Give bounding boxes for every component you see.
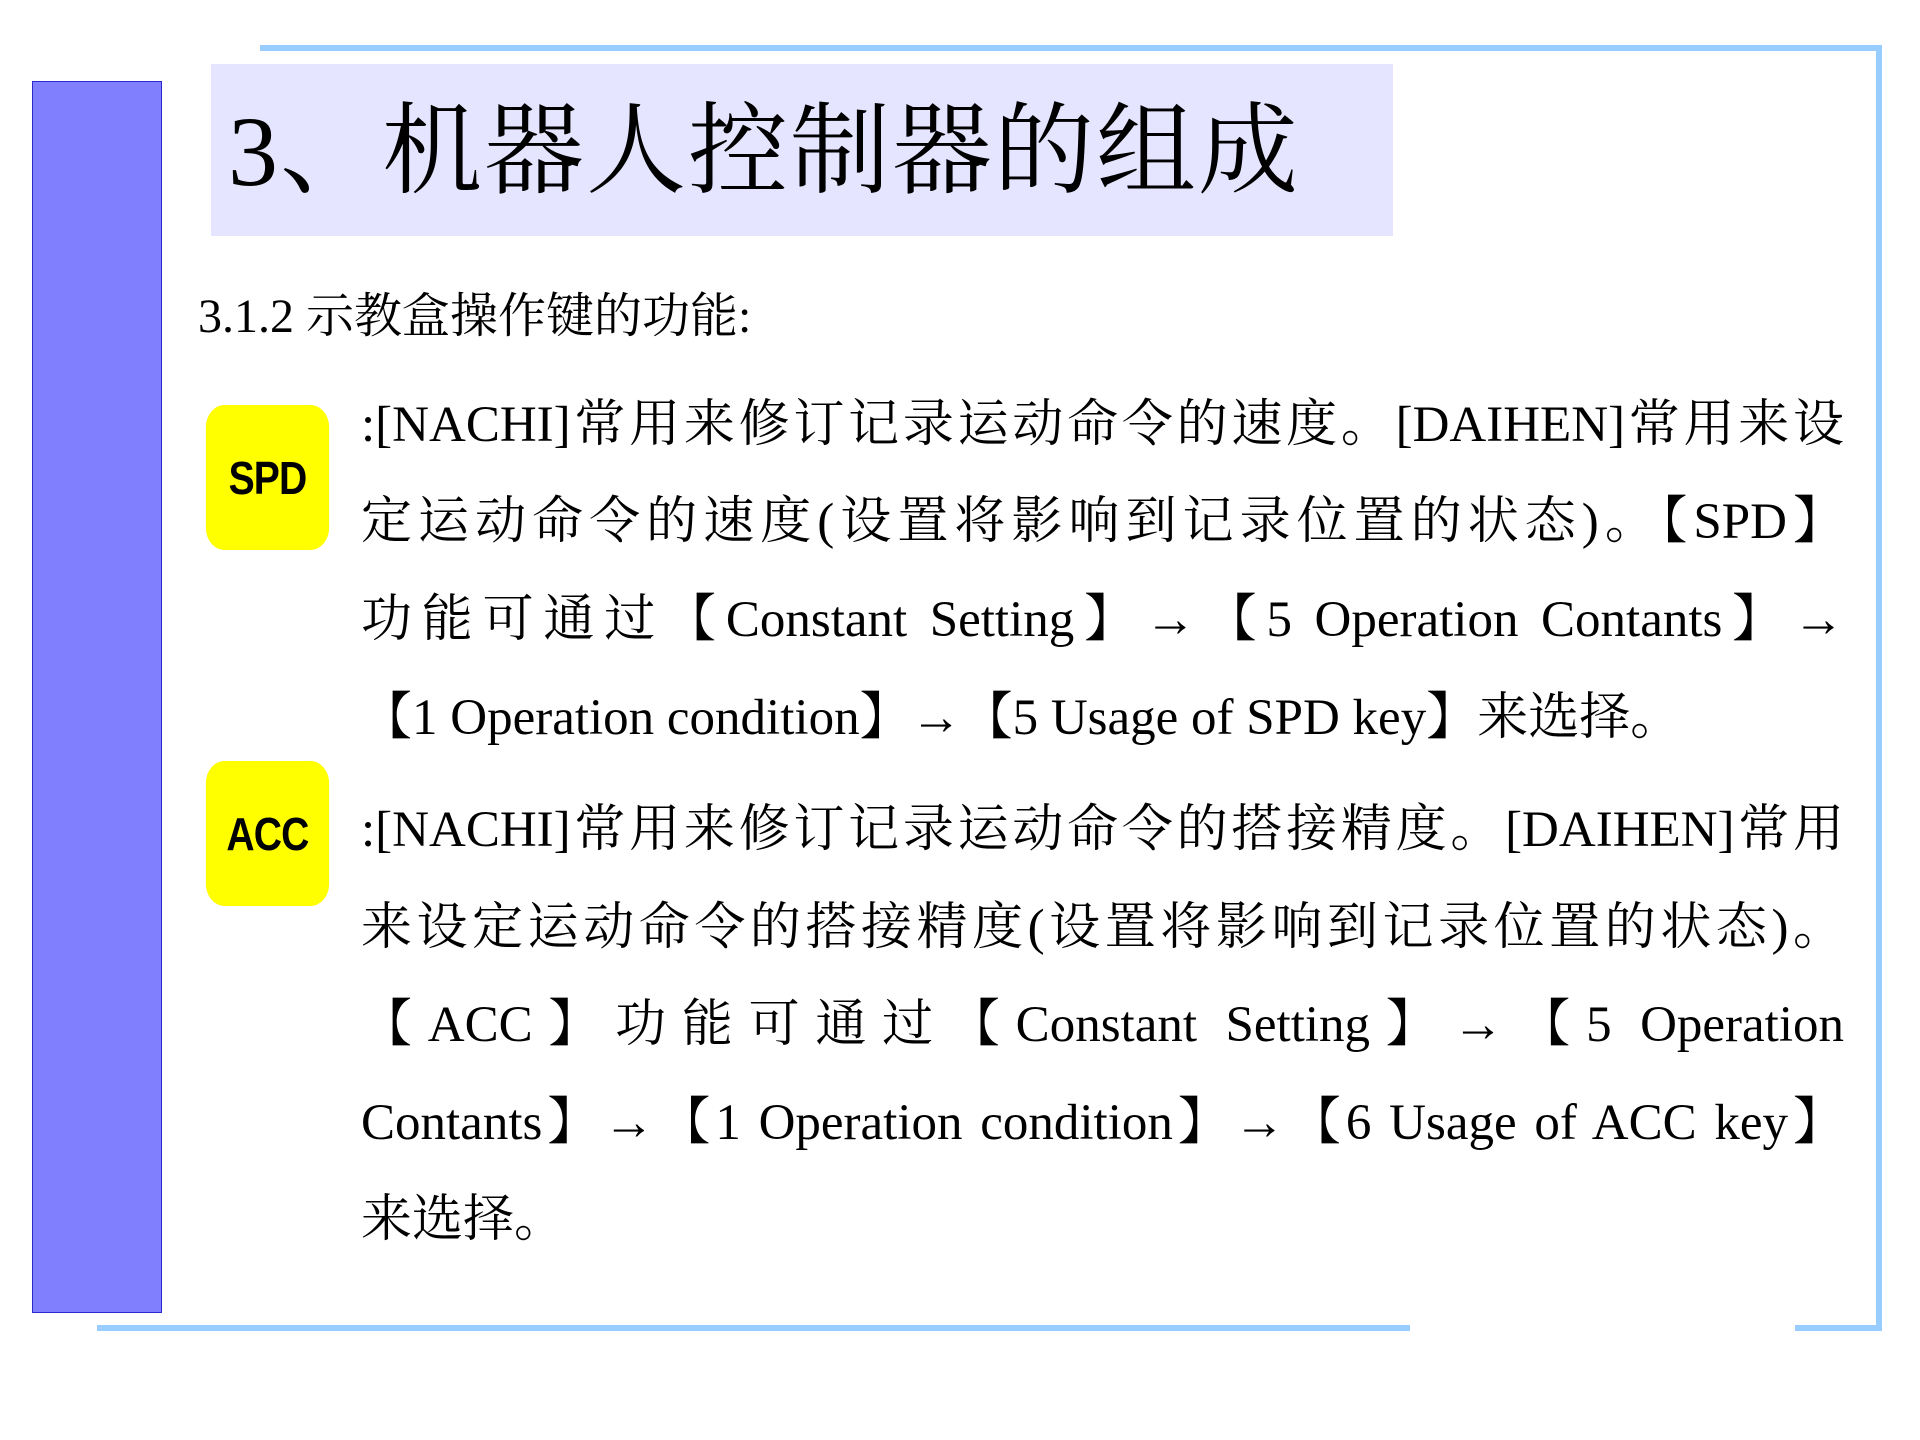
sidebar-bar (32, 81, 162, 1313)
frame-right-line (1876, 45, 1882, 1331)
spd-description-line: 功能可通过【Constant Setting】→【5 Operation Contants】→ (361, 592, 1844, 648)
acc-description-line: 来选择。 (361, 1192, 566, 1248)
acc-description-line: 来设定运动命令的搭接精度(设置将影响到记录位置的状态)。 (361, 900, 1844, 956)
frame-bottom-line-left (97, 1325, 1410, 1331)
spd-description-line: 定运动命令的速度(设置将影响到记录位置的状态)。【SPD】 (361, 494, 1844, 550)
acc-description-line: Contants】→【1 Operation condition】→【6 Usage of ACC key】 (361, 1095, 1844, 1151)
section-heading: 3.1.2 示教盒操作键的功能: (198, 290, 752, 343)
spd-description-line: 【1 Operation condition】→【5 Usage of SPD key】来选择。 (361, 690, 1682, 746)
acc-description-line: :[NACHI]常用来修订记录运动命令的搭接精度。[DAIHEN]常用 (361, 802, 1844, 858)
spd-description-line: :[NACHI]常用来修订记录运动命令的速度。[DAIHEN]常用来设 (361, 397, 1844, 453)
acc-key-badge: ACC (206, 761, 329, 906)
page-title: 3、机器人控制器的组成 (228, 96, 1300, 207)
acc-description-line: 【ACC】功能可通过【Constant Setting】→【5 Operation (361, 997, 1844, 1053)
frame-top-line (260, 45, 1882, 51)
frame-bottom-line-right (1795, 1325, 1882, 1331)
spd-key-badge: SPD (206, 405, 329, 550)
